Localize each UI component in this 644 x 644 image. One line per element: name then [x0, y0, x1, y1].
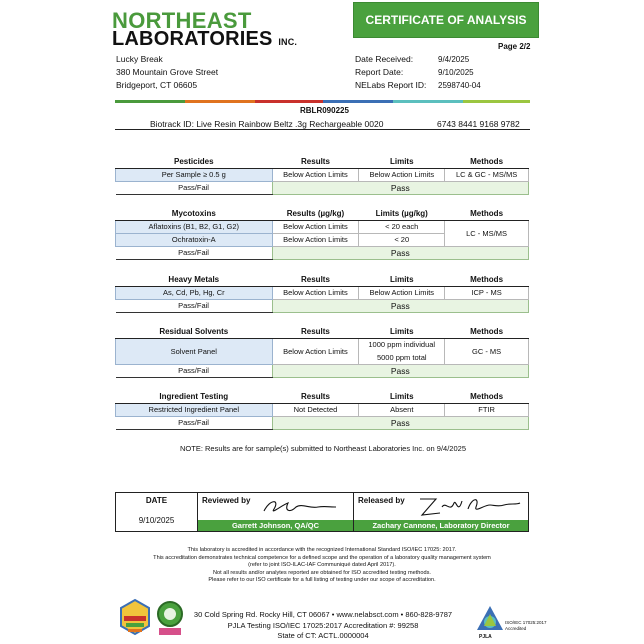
- iso-badge: [505, 620, 547, 632]
- heavy-metals-table: [115, 273, 529, 313]
- limit-cell: Below Action Limits: [359, 168, 445, 181]
- date-received-value: 9/4/2025: [438, 55, 470, 64]
- header-cell: Ingredient Testing: [116, 390, 273, 403]
- footer-line: Please refer to our ISO certificate for a full listing of testing under our scope of accreditation.: [208, 577, 436, 583]
- header-cell: Results: [272, 325, 359, 338]
- header-cell: Methods: [445, 325, 529, 338]
- report-id-value: 2598740-04: [438, 81, 481, 90]
- passfail-label: Pass/Fail: [116, 364, 273, 377]
- note-text: NOTE: Results are for sample(s) submitted to Northeast Laboratories Inc. on: [180, 444, 435, 453]
- method-cell: LC - MS/MS: [445, 220, 529, 246]
- results-note: [180, 444, 466, 453]
- limit-cell: Absent: [359, 403, 445, 416]
- analyte-cell: As, Cd, Pb, Hg, Cr: [116, 286, 273, 299]
- logo-laboratories: [112, 28, 297, 51]
- header-cell: Residual Solvents: [116, 325, 273, 338]
- header-cell: Heavy Metals: [116, 273, 273, 286]
- method-cell: GC - MS: [445, 338, 529, 364]
- footer-line: This laboratory is accredited in accordance with the recognized International Standard ISO/IEC 17025: 2017.: [187, 547, 457, 553]
- header-cell: Limits: [359, 325, 445, 338]
- passfail-value: Pass: [272, 364, 528, 377]
- mycotoxins-table: [115, 207, 529, 260]
- reviewer-signature-icon: [260, 495, 340, 519]
- header-cell: Results: [272, 155, 359, 168]
- limit-cell: 5000 ppm total: [359, 351, 445, 364]
- pjla-logo-text: PJLA: [479, 634, 492, 640]
- logo-inc: INC.: [278, 37, 298, 47]
- releaser-name: Zachary Cannone, Laboratory Director: [354, 520, 528, 531]
- state-license: State of CT: ACTL.0000004: [277, 631, 369, 640]
- note-date: 9/4/2025: [436, 444, 466, 453]
- header-cell: Methods: [445, 155, 529, 168]
- report-date-value: 9/10/2025: [438, 68, 474, 77]
- signature-block: [115, 492, 529, 532]
- biotrack-id: 6743 8441 9168 9782: [437, 119, 520, 129]
- signature-date: 9/10/2025: [138, 516, 175, 525]
- biotrack-label: Biotrack ID:: [150, 119, 194, 129]
- limit-cell: < 20 each: [359, 220, 445, 233]
- header-cell: Mycotoxins: [116, 207, 273, 220]
- header-cell: Methods: [445, 207, 529, 220]
- header-cell: Methods: [445, 273, 529, 286]
- method-cell: LC & GC - MS/MS: [445, 168, 529, 181]
- sample-code: RBLR090225: [300, 106, 349, 115]
- header-cell: Limits: [359, 273, 445, 286]
- result-cell: Below Action Limits: [272, 168, 359, 181]
- date-received-label: Date Received:: [355, 54, 414, 64]
- sample-description: Live Resin Rainbow Beltz .3g Rechargeable 0020: [196, 119, 384, 129]
- stripe-segment: [393, 100, 463, 103]
- footer-line: This accreditation demonstrates technical competence for a defined scope and the operation of a laboratory quality management system: [153, 554, 491, 561]
- header-cell: Results (µg/kg): [272, 207, 359, 220]
- result-cell: Below Action Limits: [272, 233, 359, 246]
- date-column: [116, 493, 198, 531]
- client-name: Lucky Break: [116, 54, 163, 64]
- passfail-label: Pass/Fail: [116, 416, 273, 429]
- reviewer-name: Garrett Johnson, QA/QC: [198, 520, 353, 531]
- result-cell: Not Detected: [272, 403, 359, 416]
- method-cell: ICP - MS: [445, 286, 529, 299]
- iso-badge-accredited: Accredited: [505, 626, 527, 631]
- passfail-label: Pass/Fail: [116, 299, 273, 312]
- passfail-label: Pass/Fail: [116, 246, 273, 259]
- limit-cell: 1000 ppm individual: [359, 338, 445, 351]
- analyte-cell: Ochratoxin-A: [116, 233, 273, 246]
- header-cell: Limits (µg/kg): [359, 207, 445, 220]
- passfail-value: Pass: [272, 181, 528, 194]
- pjla-logo-icon: [475, 604, 505, 634]
- date-label: DATE: [145, 496, 168, 505]
- pjla-accreditation: PJLA Testing ISO/IEC 17025:2017 Accreditation #: 99258: [227, 620, 419, 630]
- report-date-label: Report Date:: [355, 67, 404, 77]
- footer-line: Not all results and/or analytes reported are obtained for ISO accredited testing methods.: [213, 569, 431, 576]
- lab-address: 30 Cold Spring Rd. Rocky Hill, CT 06067 • www.nelabsct.com • 860-828-9787: [193, 610, 453, 619]
- footer-line: (refer to joint ISO-ILAC-IAF Communiqué dated April 2017).: [248, 562, 396, 568]
- biotrack-line: [150, 119, 383, 129]
- client-city: Bridgeport, CT 06605: [116, 80, 198, 90]
- report-id-label: NELabs Report ID:: [355, 80, 427, 90]
- passfail-value: Pass: [272, 246, 528, 259]
- header-cell: Pesticides: [116, 155, 273, 168]
- header-cell: Limits: [359, 155, 445, 168]
- method-cell: FTIR: [445, 403, 529, 416]
- limit-cell: < 20: [359, 233, 445, 246]
- passfail-value: Pass: [272, 299, 528, 312]
- stripe-segment: [323, 100, 393, 103]
- certification-badge-icon: [118, 598, 152, 640]
- reviewed-column: [198, 493, 354, 531]
- header-cell: Methods: [445, 390, 529, 403]
- stripe-segment: [255, 100, 323, 103]
- limit-cell: Below Action Limits: [359, 286, 445, 299]
- certificate-title: CERTIFICATE OF ANALYSIS: [353, 2, 539, 38]
- stripe-segment: [115, 100, 185, 103]
- logo-laboratories-text: LABORATORIES: [112, 28, 273, 50]
- stripe-segment: [463, 100, 530, 103]
- result-cell: Below Action Limits: [272, 286, 359, 299]
- accreditation-statement: [60, 547, 584, 585]
- reviewed-label: Reviewed by: [202, 496, 251, 505]
- stripe-segment: [185, 100, 255, 103]
- analyte-cell: Per Sample ≥ 0.5 g: [116, 168, 273, 181]
- passfail-label: Pass/Fail: [116, 181, 273, 194]
- header-cell: Limits: [359, 390, 445, 403]
- result-cell: Below Action Limits: [272, 220, 359, 233]
- residual-solvents-table: [115, 325, 529, 378]
- header-cell: Results: [272, 390, 359, 403]
- footer-contact: [160, 610, 486, 642]
- page-number: Page 2/2: [498, 42, 531, 51]
- iso-badge-standard: ISO/IEC 17025:2017: [505, 620, 547, 625]
- releaser-signature-icon: [414, 493, 524, 521]
- ingredient-testing-table: [115, 390, 529, 430]
- analyte-cell: Restricted Ingredient Panel: [116, 403, 273, 416]
- released-column: [354, 493, 528, 531]
- released-label: Released by: [358, 496, 405, 505]
- analyte-cell: Solvent Panel: [116, 338, 273, 364]
- divider: [115, 129, 530, 130]
- logo-northeast: NORTHEAST: [112, 8, 252, 33]
- pesticides-table: [115, 155, 529, 195]
- result-cell: Below Action Limits: [272, 338, 359, 364]
- header-cell: Results: [272, 273, 359, 286]
- passfail-value: Pass: [272, 416, 528, 429]
- client-street: 380 Mountain Grove Street: [116, 67, 219, 77]
- analyte-cell: Aflatoxins (B1, B2, G1, G2): [116, 220, 273, 233]
